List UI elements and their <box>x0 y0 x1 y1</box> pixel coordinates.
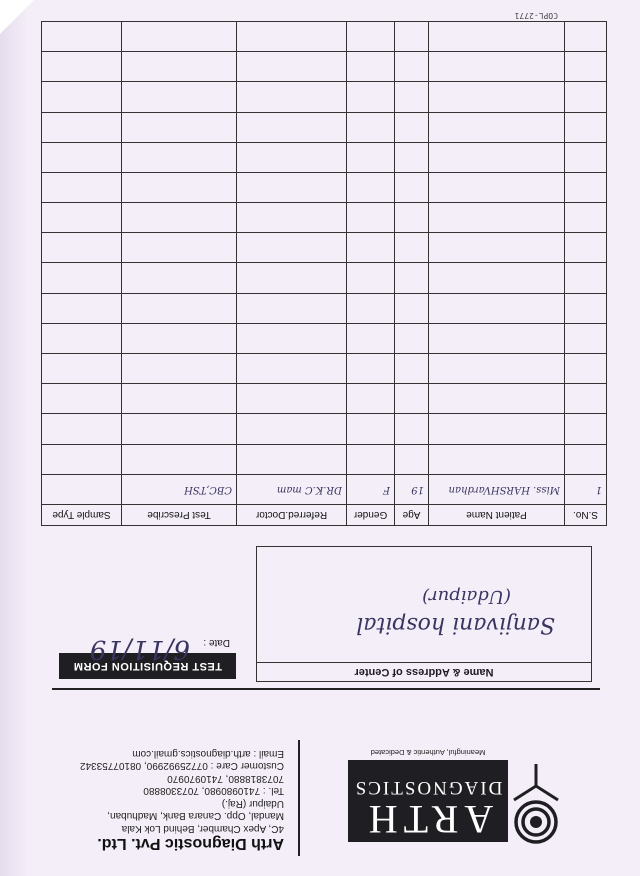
table-row <box>42 444 607 474</box>
cell-test-prescribe[interactable] <box>122 112 237 142</box>
center-name-value: Sanjivani hospital <box>356 612 555 637</box>
cell-sample-type[interactable] <box>42 384 122 414</box>
cell-gender[interactable] <box>347 414 395 444</box>
cell-patient-name[interactable] <box>429 414 565 444</box>
cell-gender[interactable] <box>347 82 395 112</box>
cell-patient-name[interactable] <box>429 323 565 353</box>
cell-patient-name[interactable] <box>429 112 565 142</box>
table-row <box>42 112 607 142</box>
cell-gender[interactable] <box>347 22 395 52</box>
cell-patient-name[interactable] <box>429 82 565 112</box>
cell-sno[interactable] <box>565 414 607 444</box>
table-header-row <box>42 505 607 526</box>
cell-referred-doctor[interactable] <box>237 233 347 263</box>
table-row <box>42 293 607 323</box>
address-line: 4C, Apex Chamber, Behind Lok Kala <box>121 823 284 834</box>
cell-test-prescribe[interactable] <box>122 414 237 444</box>
cell-test-prescribe[interactable] <box>122 142 237 172</box>
cell-test-prescribe[interactable] <box>122 172 237 202</box>
cell-age[interactable] <box>395 414 429 444</box>
cell-gender[interactable] <box>347 444 395 474</box>
col-gender: Gender <box>347 505 395 526</box>
cell-sno[interactable] <box>565 203 607 233</box>
cell-sample-type[interactable] <box>42 474 122 504</box>
cell-referred-doctor[interactable] <box>237 82 347 112</box>
table-row <box>42 474 607 504</box>
cell-gender[interactable] <box>347 293 395 323</box>
cell-test-prescribe[interactable] <box>122 323 237 353</box>
cell-test-prescribe[interactable] <box>122 203 237 233</box>
date-label: Date : <box>203 637 230 648</box>
cell-sample-type[interactable] <box>42 22 122 52</box>
cell-gender[interactable] <box>347 263 395 293</box>
cell-gender[interactable]: F <box>347 474 395 504</box>
cell-sno[interactable] <box>565 233 607 263</box>
cell-patient-name[interactable]: Miss. HARSHVardhan <box>429 474 565 504</box>
center-address-box[interactable] <box>256 546 592 682</box>
cell-referred-doctor[interactable] <box>237 142 347 172</box>
table-row <box>42 414 607 444</box>
cell-sno[interactable] <box>565 293 607 323</box>
cell-gender[interactable] <box>347 52 395 82</box>
address-line: Mandal, Opp. Canara Bank, Madhuban, <box>107 810 284 822</box>
table-row <box>42 172 607 202</box>
cell-age[interactable] <box>395 323 429 353</box>
target-icon <box>504 760 566 846</box>
address-line: Udaipur (Raj.) <box>221 798 284 809</box>
logo-diagnostics-text: DIAGNOSTICS <box>353 777 503 798</box>
col-referred-doctor: Referred.Doctor <box>237 505 347 526</box>
cell-test-prescribe[interactable] <box>122 52 237 82</box>
cell-sno[interactable] <box>565 384 607 414</box>
form-title: TEST REQUISITION FORM <box>59 653 236 679</box>
cell-sample-type[interactable] <box>42 203 122 233</box>
cell-gender[interactable] <box>347 142 395 172</box>
telephone: Tel. : 7410980980, 7073308880 <box>143 785 284 797</box>
cell-age[interactable] <box>395 142 429 172</box>
cell-sample-type[interactable] <box>42 172 122 202</box>
cell-gender[interactable] <box>347 172 395 202</box>
cell-sno[interactable] <box>565 172 607 202</box>
cell-sample-type[interactable] <box>42 444 122 474</box>
company-info <box>24 747 284 853</box>
cell-age[interactable]: 19 <box>395 474 429 504</box>
cell-referred-doctor[interactable] <box>237 444 347 474</box>
cell-sample-type[interactable] <box>42 263 122 293</box>
cell-sno[interactable] <box>565 22 607 52</box>
cell-sample-type[interactable] <box>42 293 122 323</box>
cell-gender[interactable] <box>347 203 395 233</box>
section-divider <box>52 689 600 691</box>
cell-referred-doctor[interactable] <box>237 384 347 414</box>
table-row <box>42 384 607 414</box>
cell-age[interactable] <box>395 172 429 202</box>
cell-referred-doctor[interactable] <box>237 112 347 142</box>
cell-patient-name[interactable] <box>429 263 565 293</box>
cell-gender[interactable] <box>347 233 395 263</box>
cell-referred-doctor[interactable] <box>237 323 347 353</box>
table-row <box>42 52 607 82</box>
cell-sno[interactable]: 1 <box>565 474 607 504</box>
cell-referred-doctor[interactable] <box>237 22 347 52</box>
cell-referred-doctor[interactable] <box>237 203 347 233</box>
date-value[interactable]: 6/11/19 <box>89 634 190 664</box>
cell-sno[interactable] <box>565 82 607 112</box>
table-row <box>42 323 607 353</box>
cell-age[interactable] <box>395 233 429 263</box>
cell-referred-doctor[interactable]: DR.K.C mam <box>237 474 347 504</box>
cell-test-prescribe[interactable] <box>122 233 237 263</box>
cell-patient-name[interactable] <box>429 172 565 202</box>
col-patient-name: Patient Name <box>429 505 565 526</box>
cell-test-prescribe[interactable] <box>122 293 237 323</box>
cell-referred-doctor[interactable] <box>237 414 347 444</box>
cell-referred-doctor[interactable] <box>237 52 347 82</box>
cell-age[interactable] <box>395 263 429 293</box>
cell-sno[interactable] <box>565 52 607 82</box>
col-test-prescribe: Test Prescribe <box>122 505 237 526</box>
cell-age[interactable] <box>395 112 429 142</box>
col-sample-type: Sample Type <box>42 505 122 526</box>
table-row <box>42 263 607 293</box>
cell-test-prescribe[interactable] <box>122 444 237 474</box>
cell-test-prescribe[interactable] <box>122 263 237 293</box>
cell-age[interactable] <box>395 52 429 82</box>
cell-gender[interactable] <box>347 384 395 414</box>
cell-test-prescribe[interactable] <box>122 384 237 414</box>
email: Email : arth.diagnostics.gmail.com <box>132 748 284 759</box>
col-sno: S.No. <box>565 505 607 526</box>
cell-sample-type[interactable] <box>42 323 122 353</box>
cell-sample-type[interactable] <box>42 233 122 263</box>
cell-age[interactable] <box>395 203 429 233</box>
cell-gender[interactable] <box>347 354 395 384</box>
cell-test-prescribe[interactable] <box>122 354 237 384</box>
cell-patient-name[interactable] <box>429 293 565 323</box>
table-row <box>42 142 607 172</box>
cell-age[interactable] <box>395 384 429 414</box>
cell-patient-name[interactable] <box>429 52 565 82</box>
cell-sample-type[interactable] <box>42 52 122 82</box>
cell-referred-doctor[interactable] <box>237 172 347 202</box>
cell-age[interactable] <box>395 293 429 323</box>
cell-sample-type[interactable] <box>42 142 122 172</box>
logo-arth-text: ARTH <box>362 797 494 842</box>
company-name: Arth Diagnostic Pvt. Ltd. <box>97 835 284 852</box>
center-city-value: (Udaipur) <box>422 586 511 607</box>
cell-sno[interactable] <box>565 263 607 293</box>
cell-age[interactable] <box>395 444 429 474</box>
cell-gender[interactable] <box>347 323 395 353</box>
cell-referred-doctor[interactable] <box>237 293 347 323</box>
cell-age[interactable] <box>395 22 429 52</box>
cell-test-prescribe[interactable] <box>122 22 237 52</box>
cell-test-prescribe[interactable]: CBC,TSH <box>122 474 237 504</box>
logo-wordmark <box>348 760 508 842</box>
cell-sno[interactable] <box>565 142 607 172</box>
cell-patient-name[interactable] <box>429 203 565 233</box>
table-row <box>42 203 607 233</box>
cell-sno[interactable] <box>565 444 607 474</box>
table-row <box>42 82 607 112</box>
header-divider <box>299 740 301 856</box>
cell-referred-doctor[interactable] <box>237 354 347 384</box>
brand-logo <box>340 748 566 852</box>
cell-sno[interactable] <box>565 323 607 353</box>
logo-tagline: Meaningful, Authentic & Dedicated <box>370 748 486 757</box>
cell-patient-name[interactable] <box>429 354 565 384</box>
cell-patient-name[interactable] <box>429 233 565 263</box>
cell-patient-name[interactable] <box>429 444 565 474</box>
cell-patient-name[interactable] <box>429 22 565 52</box>
form-code: COPL-2771 <box>514 11 558 20</box>
customer-care: Customer Care : 07725992990, 08107753342 <box>79 760 284 772</box>
form-header <box>40 664 600 864</box>
cell-age[interactable] <box>395 354 429 384</box>
cell-patient-name[interactable] <box>429 142 565 172</box>
col-age: Age <box>395 505 429 526</box>
cell-sno[interactable] <box>565 112 607 142</box>
table-row <box>42 233 607 263</box>
cell-referred-doctor[interactable] <box>237 263 347 293</box>
cell-age[interactable] <box>395 82 429 112</box>
cell-gender[interactable] <box>347 112 395 142</box>
center-address-title: Name & Address of Center <box>257 662 591 681</box>
patient-table <box>41 21 607 526</box>
cell-test-prescribe[interactable] <box>122 82 237 112</box>
cell-sample-type[interactable] <box>42 414 122 444</box>
cell-sno[interactable] <box>565 354 607 384</box>
telephone-2: 7073818880, 7410970970 <box>167 773 284 784</box>
cell-sample-type[interactable] <box>42 112 122 142</box>
cell-sample-type[interactable] <box>42 354 122 384</box>
cell-patient-name[interactable] <box>429 384 565 414</box>
table-row <box>42 354 607 384</box>
cell-sample-type[interactable] <box>42 82 122 112</box>
table-row <box>42 22 607 52</box>
